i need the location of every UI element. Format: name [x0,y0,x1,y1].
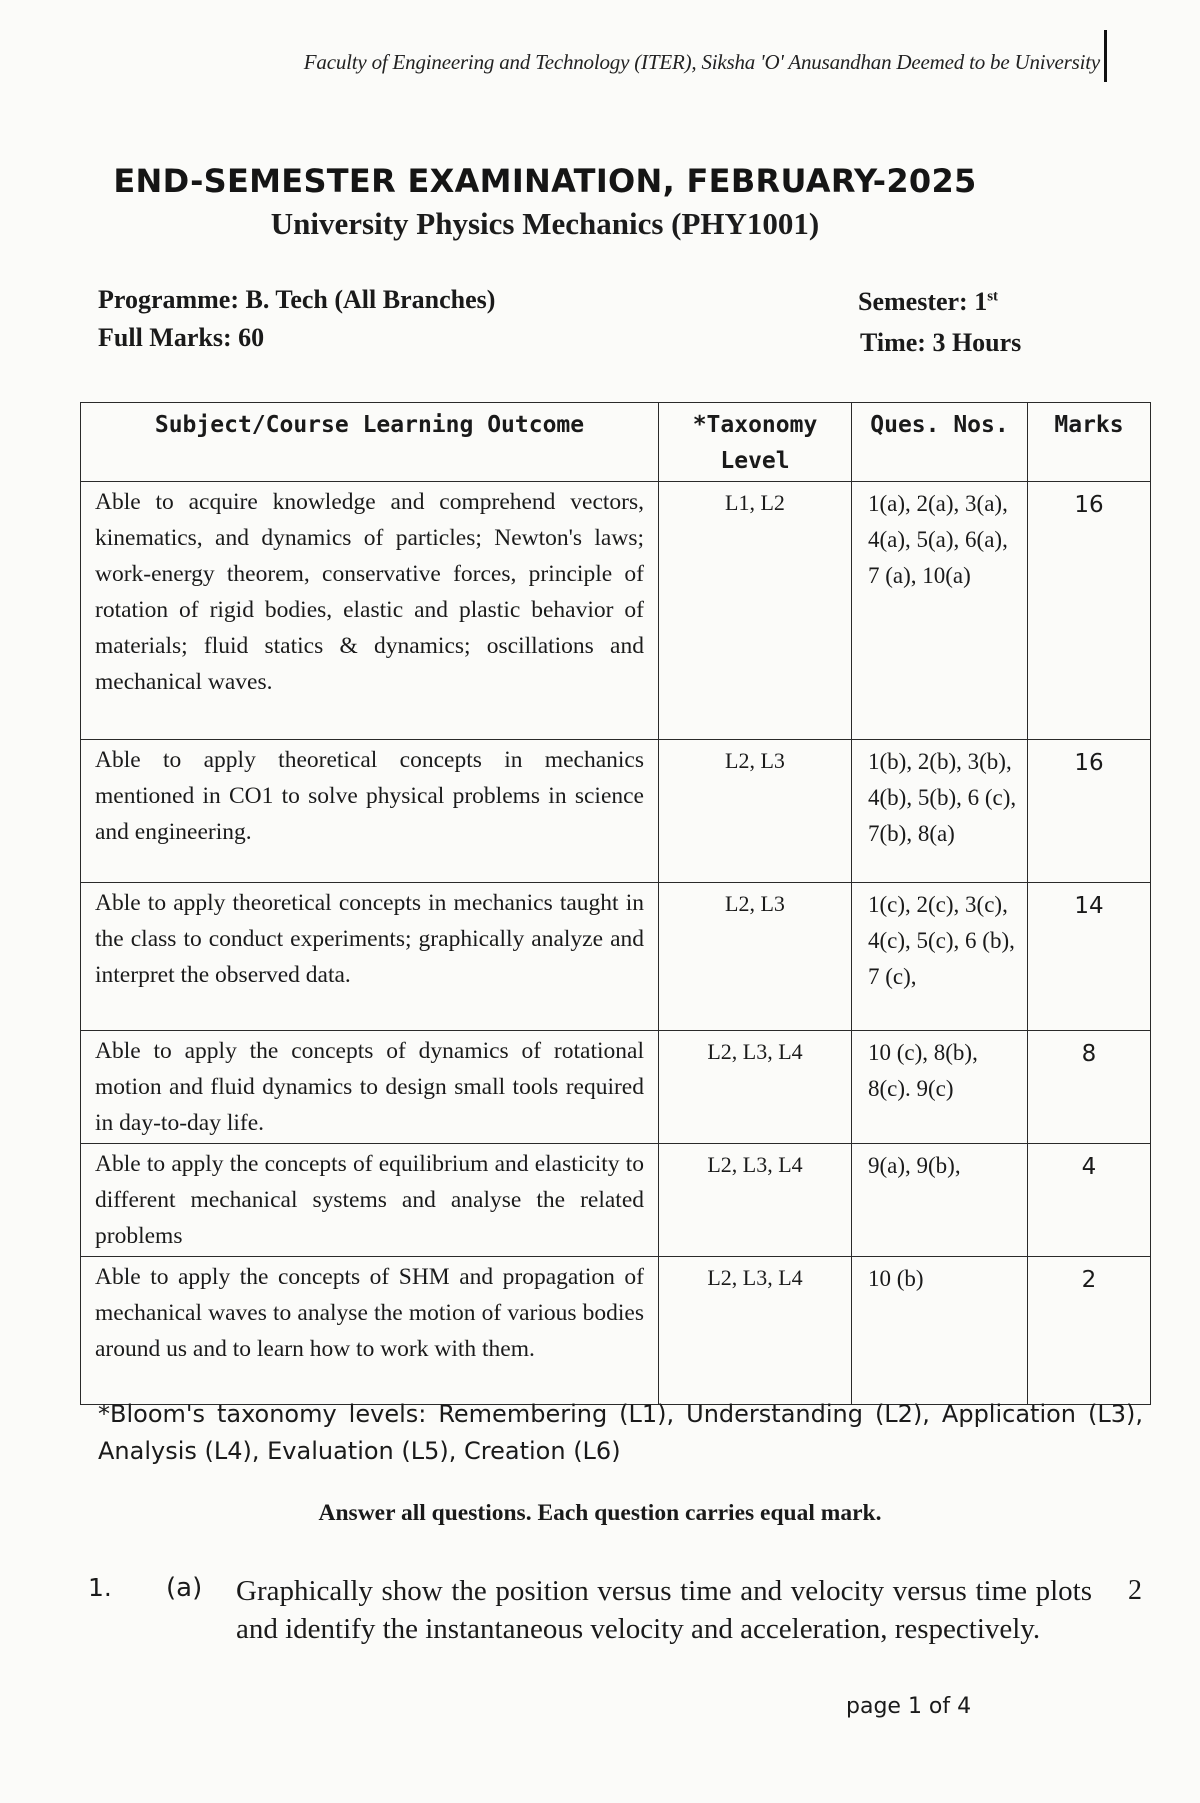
table-row [81,482,1151,740]
taxonomy-cell: L1, L2 [659,482,852,740]
taxonomy-cell: L2, L3 [659,740,852,883]
table-row [81,1257,1151,1405]
taxonomy-cell: L2, L3, L4 [659,1144,852,1257]
outcome-cell: Able to acquire knowledge and comprehend vectors, kinematics, and dynamics of particles; Newton's laws; work-energy theorem, conservative forces, principle of rotation of rigid bodies, elastic and plastic behavior of materials; fluid statics & dynamics; oscillations and mechanical waves. [81,482,659,740]
table-header-row [81,403,1151,482]
time-label: Time: 3 Hours [860,328,1022,357]
outcome-cell: Able to apply the concepts of dynamics of rotational motion and fluid dynamics to design small tools required in day-to-day life. [81,1031,659,1144]
course-title: University Physics Mechanics (PHY1001) [270,206,820,241]
table-row [81,740,1151,883]
table-row [81,1031,1151,1144]
header-marks: Marks [1028,403,1151,482]
semester-label [858,287,998,317]
semester-text: Semester: 1 [858,287,988,316]
marks-cell: 4 [1028,1144,1151,1257]
marks-cell: 16 [1028,740,1151,883]
page-number: page 1 of 4 [846,1694,972,1719]
full-marks-label: Full Marks: 60 [98,323,265,352]
question-number: 1. [88,1573,112,1602]
question-text: Graphically show the position versus time and velocity versus time plots and identify the instantaneous velocity and acceleration, respectively. [236,1575,1092,1645]
outcome-cell: Able to apply theoretical concepts in mechanics mentioned in CO1 to solve physical problems in science and engineering. [81,740,659,883]
exam-title: END-SEMESTER EXAMINATION, FEBRUARY-2025 [113,162,977,200]
header-outcome: Subject/Course Learning Outcome [81,403,659,482]
marks-cell: 2 [1028,1257,1151,1405]
taxonomy-cell: L2, L3, L4 [659,1257,852,1405]
semester-suffix: st [987,288,999,305]
taxonomy-cell: L2, L3 [659,883,852,1031]
table-row [81,883,1151,1031]
question-marks: 2 [1128,1575,1142,1606]
institution-header: Faculty of Engineering and Technology (ITER), Siksha 'O' Anusandhan Deemed to be University [303,50,1100,74]
exam-instruction: Answer all questions. Each question carries equal mark. [318,1500,882,1526]
question-part: (a) [166,1573,203,1603]
ques-cell: 1(b), 2(b), 3(b), 4(b), 5(b), 6 (c), 7(b), 8(a) [852,740,1028,883]
ques-cell: 1(a), 2(a), 3(a), 4(a), 5(a), 6(a), 7 (a), 10(a) [852,482,1028,740]
outcome-cell: Able to apply the concepts of equilibrium and elasticity to different mechanical systems and analyse the related problems [81,1144,659,1257]
marks-cell: 14 [1028,883,1151,1031]
header-taxonomy: *Taxonomy Level [659,403,852,482]
marks-cell: 8 [1028,1031,1151,1144]
header-ques: Ques. Nos. [852,403,1028,482]
outcome-cell: Able to apply theoretical concepts in mechanics taught in the class to conduct experiments; graphically analyze and interpret the observed data. [81,883,659,1031]
course-outcome-table [80,402,1151,1405]
header-rule [1104,30,1107,82]
table-row [81,1144,1151,1257]
taxonomy-cell: L2, L3, L4 [659,1031,852,1144]
ques-cell: 1(c), 2(c), 3(c), 4(c), 5(c), 6 (b), 7 (c), [852,883,1028,1031]
ques-cell: 10 (b) [852,1257,1028,1405]
marks-cell: 16 [1028,482,1151,740]
ques-cell: 10 (c), 8(b), 8(c). 9(c) [852,1031,1028,1144]
outcome-cell: Able to apply the concepts of SHM and propagation of mechanical waves to analyse the motion of various bodies around us and to learn how to work with them. [81,1257,659,1405]
programme-label: Programme: B. Tech (All Branches) [98,285,496,314]
ques-cell: 9(a), 9(b), [852,1144,1028,1257]
taxonomy-footnote: *Bloom's taxonomy levels: Remembering (L1), Understanding (L2), Application (L3), Analysis (L4), Evaluation (L5), Creation (L6) [98,1400,1143,1465]
